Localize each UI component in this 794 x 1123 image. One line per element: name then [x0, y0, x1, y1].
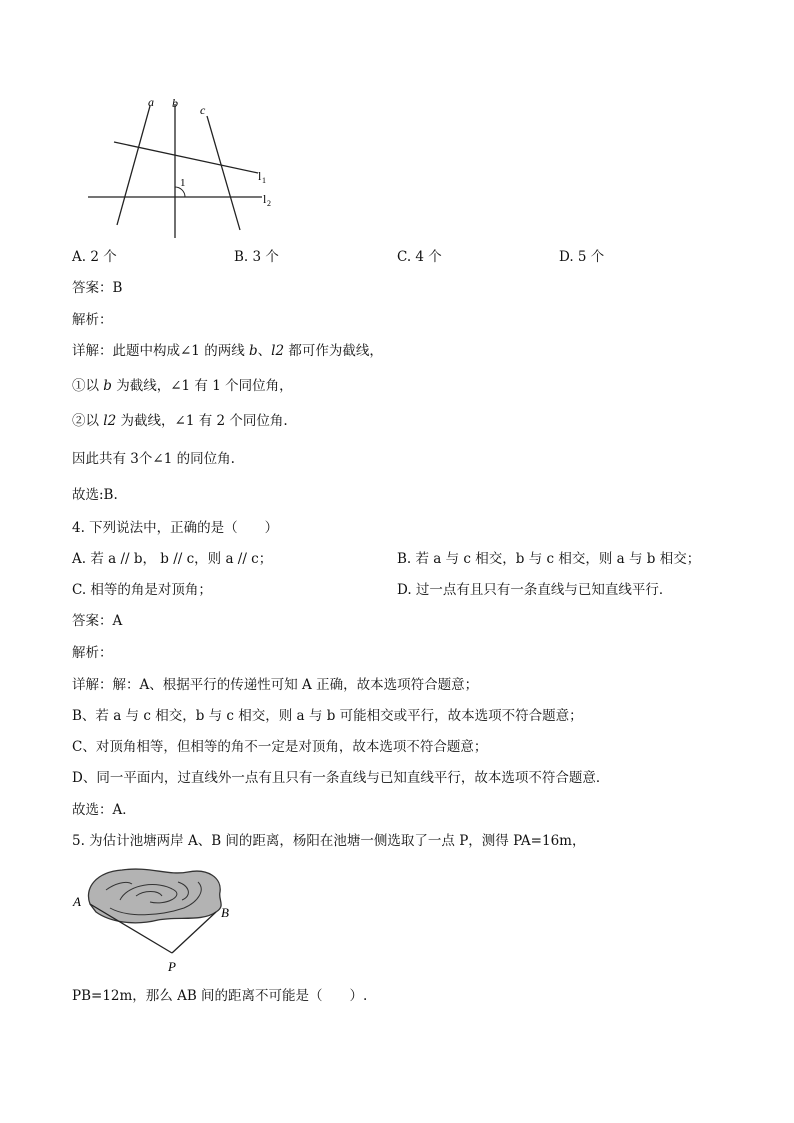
label-b: b	[172, 96, 178, 110]
label-l2-sub: 2	[267, 199, 271, 208]
label-P: P	[168, 959, 176, 974]
q4-detail-a: 详解：解：A、根据平行的传递性可知 A 正确，故本选项符合题意；	[72, 677, 479, 693]
figure-pond	[70, 860, 250, 978]
q4-option-d: D. 过一点有且只有一条直线与已知直线平行．	[397, 582, 673, 598]
line-c	[207, 116, 240, 230]
q4-detail-c: C、对顶角相等，但相等的角不一定是对顶角，故本选项不符合题意；	[72, 739, 488, 755]
q4-detail-b: B、若 a 与 c 相交，b 与 c 相交，则 a 与 b 可能相交或平行，故本选项不符合题意；	[72, 708, 583, 724]
q3-conclusion: 因此共有 3个∠1 的同位角.	[72, 451, 235, 467]
q4-choice: 故选：A．	[72, 802, 136, 818]
q4-option-c: C. 相等的角是对顶角；	[72, 582, 212, 598]
q3-case1-pre: ①以	[72, 378, 104, 394]
q3-detail-b: b	[248, 343, 258, 359]
q3-detail-sep: 、	[257, 343, 272, 359]
q4-detail-d: D、同一平面内，过直线外一点有且只有一条直线与已知直线平行，故本选项不符合题意．	[72, 770, 610, 786]
label-l1: l	[258, 169, 262, 183]
label-l1-sub: 1	[262, 176, 266, 185]
figure-transversal-lines	[80, 90, 290, 245]
q3-detail-pre: 详解：此题中构成∠1 的两线	[72, 343, 249, 359]
q5-stem: 5. 为估计池塘两岸 A、B 间的距离，杨阳在池塘一侧选取了一点 P，测得 PA=16m，	[72, 833, 586, 849]
q3-detail-l2: l2	[271, 343, 285, 359]
label-l2: l	[263, 192, 267, 206]
q3-case2-l2: l2	[103, 413, 117, 429]
label-c: c	[200, 103, 206, 117]
q3-option-c: C. 4 个	[397, 249, 442, 265]
q3-answer: 答案：B	[72, 280, 123, 296]
q4-option-b: B. 若 a 与 c 相交，b 与 c 相交，则 a 与 b 相交；	[397, 551, 701, 567]
q3-case-2	[72, 412, 288, 430]
q4-stem: 4. 下列说法中，正确的是（ ）	[72, 520, 279, 536]
q3-case1-b: b	[103, 378, 112, 394]
q3-case2-post: 为截线，∠1 有 2 个同位角.	[116, 413, 288, 429]
q3-case-1	[72, 377, 293, 395]
label-a: a	[148, 95, 154, 109]
q3-option-d: D. 5 个	[559, 249, 605, 265]
label-B: B	[221, 905, 229, 920]
q4-option-a: A. 若 a // b， b // c，则 a // c；	[72, 551, 273, 567]
line-a	[117, 106, 150, 225]
q3-option-a: A. 2 个	[72, 249, 117, 265]
angle-label-1: 1	[180, 177, 186, 189]
q3-choice: 故选:B.	[72, 487, 118, 503]
q3-option-b: B. 3 个	[234, 249, 279, 265]
q3-case2-pre: ②以	[72, 413, 104, 429]
q3-analysis-label: 解析：	[72, 312, 113, 328]
label-A: A	[73, 894, 81, 909]
q3-case1-post: 为截线，∠1 有 1 个同位角，	[111, 378, 293, 394]
q3-detail	[72, 342, 383, 360]
q4-answer: 答案：A	[72, 613, 123, 629]
q4-analysis-label: 解析：	[72, 645, 113, 661]
q3-detail-post: 都可作为截线，	[284, 343, 383, 359]
q5-stem-continued: PB=12m，那么 AB 间的距离不可能是（ ）.	[72, 988, 368, 1004]
